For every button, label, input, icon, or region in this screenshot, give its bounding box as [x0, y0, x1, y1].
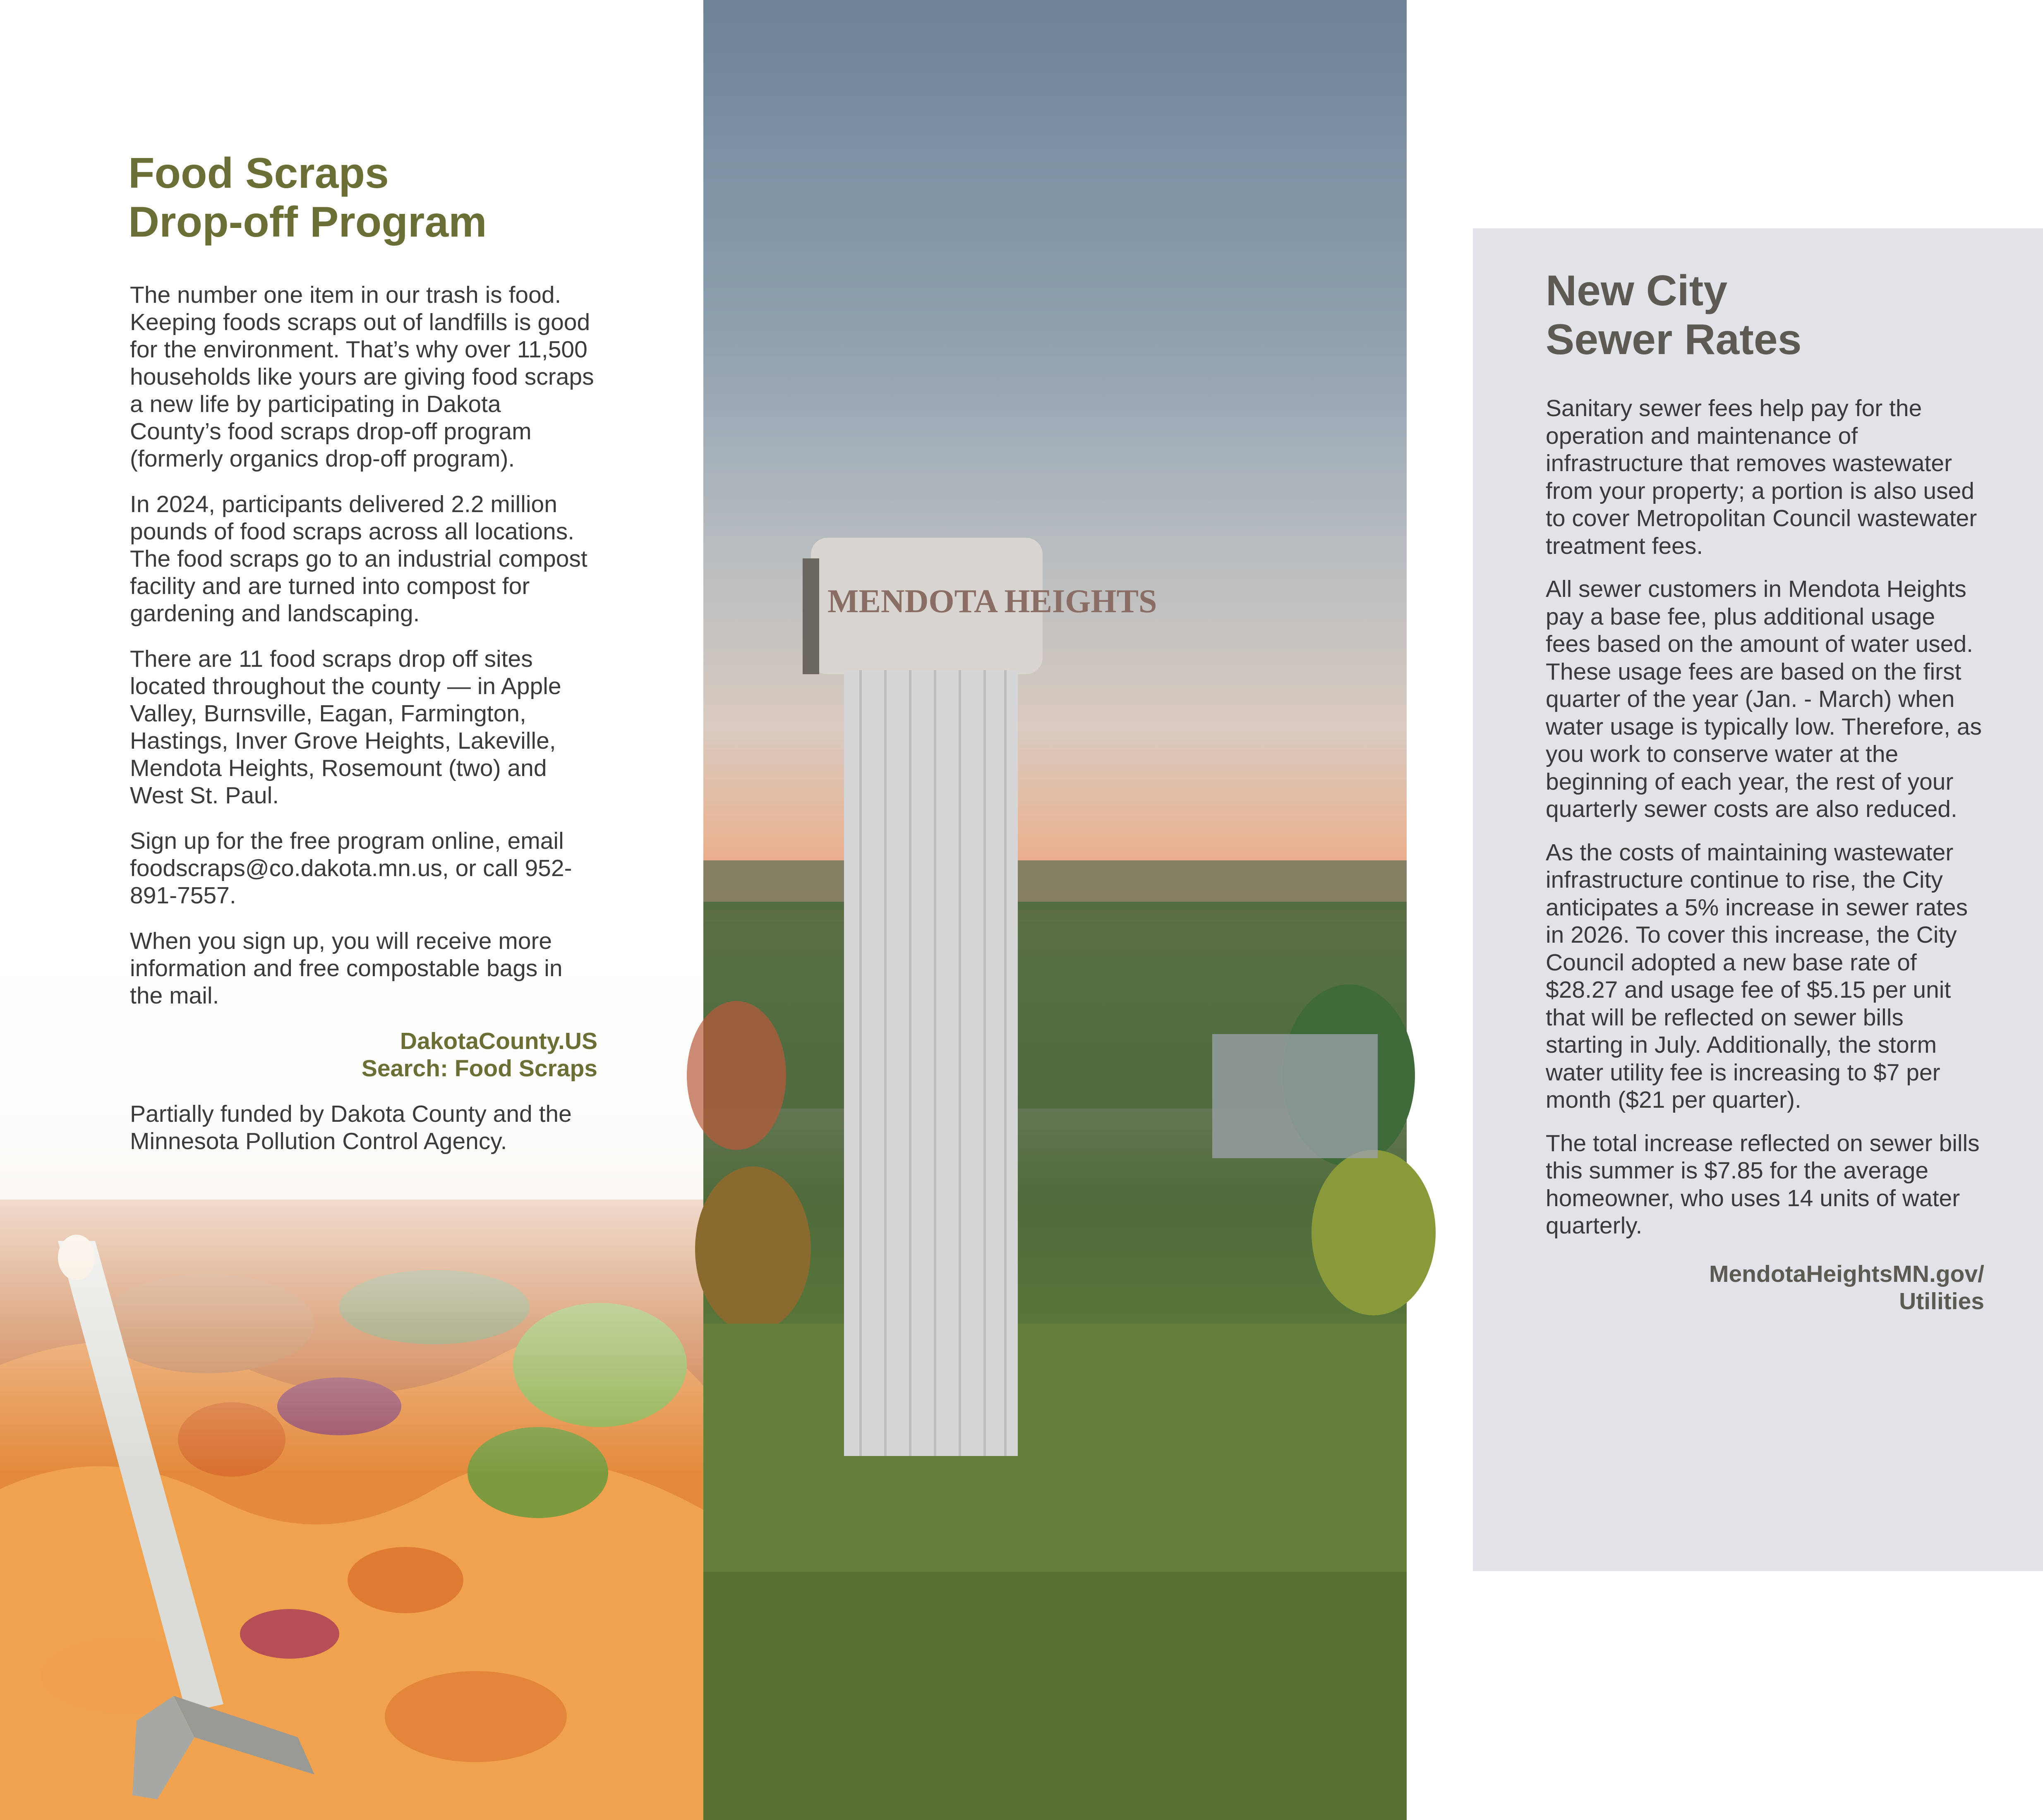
- sewer-rates-panel: [1473, 228, 2043, 1571]
- dakota-county-link-url[interactable]: DakotaCounty.US: [400, 1028, 597, 1054]
- funding-note: Partially funded by Dakota County and the Minnesota Pollution Control Agency.: [130, 1101, 572, 1154]
- dakota-county-link[interactable]: [130, 1027, 597, 1082]
- sewer-rates-title: [1546, 266, 2001, 364]
- food-scraps-paragraph: There are 11 food scraps drop off sites located throughout the county — in Apple Valley, Burnsville, Eagan, Farmington, Hastings, Inver Grove Heights, Lakeville, Mendota Heights, Rosemount (two) and West St. Paul.: [130, 646, 561, 809]
- sewer-rates-paragraph: All sewer customers in Mendota Heights pay a base fee, plus additional usage fees based on the amount of water used. These usage fees are based on the first quarter of the year (Jan. - March) when water usage is typically low. Therefore, as you work to conserve water at the beginning of each year, the rest of your quarterly sewer costs are also reduced.: [1546, 576, 1982, 822]
- sewer-rates-title-line2: Sewer Rates: [1546, 316, 1802, 364]
- food-scraps-paragraph: In 2024, participants delivered 2.2 million pounds of food scraps across all locations. The food scraps go to an industrial compost facility and are turned into compost for gardening and landscaping.: [130, 491, 587, 627]
- sewer-rates-paragraph: Sanitary sewer fees help pay for the operation and maintenance of infrastructure that removes wastewater from your property; a portion is also used to cover Metropolitan Council wastewater treatment fees.: [1546, 395, 1977, 559]
- sewer-rates-column: [703, 0, 1984, 1820]
- food-scraps-column: [0, 0, 703, 1820]
- sewer-rates-paragraph: As the costs of maintaining wastewater infrastructure continue to rise, the City anticipates a 5% increase in sewer rates in 2026. To cover this increase, the City Council adopted a new base rate of $28.27 and usage fee of $5.15 per unit that will be reflected on sewer bills starting in July. Additionally, the storm water utility fee is increasing to $7 per month ($21 per quarter).: [1546, 839, 1968, 1113]
- water-tower-photo: [703, 0, 1407, 1820]
- food-scraps-paragraph: The number one item in our trash is food. Keeping foods scraps out of landfills is good for the environment. That’s why over 11,500 households like yours are giving food scraps a new life by participating in Dakota County’s food scraps drop-off program (formerly organics drop-off program).: [130, 282, 594, 472]
- food-scraps-paragraph: Sign up for the free program online, email foodscraps@co.dakota.mn.us, or call 952-891-7557.: [130, 828, 572, 909]
- dakota-county-link-search: Search: Food Scraps: [361, 1055, 597, 1082]
- sewer-rates-title-line1: New City: [1546, 267, 1728, 315]
- sewer-rates-body: [1546, 395, 1984, 1315]
- food-scraps-title-line2: Drop-off Program: [128, 198, 487, 246]
- utilities-link-domain[interactable]: MendotaHeightsMN.gov/: [1709, 1260, 1984, 1287]
- food-scraps-title: [128, 149, 625, 247]
- sewer-rates-paragraph: The total increase reflected on sewer bills this summer is $7.85 for the average homeowner, who uses 14 units of water quarterly.: [1546, 1130, 1980, 1239]
- utilities-link-path[interactable]: Utilities: [1899, 1288, 1984, 1315]
- food-scraps-body: [130, 281, 597, 1173]
- tower-lettering: MENDOTA HEIGHTS: [827, 583, 1157, 620]
- food-scraps-paragraph: When you sign up, you will receive more information and free compostable bags in the mail.: [130, 928, 563, 1009]
- utilities-link[interactable]: [1546, 1260, 1984, 1315]
- food-scraps-title-line1: Food Scraps: [128, 149, 389, 197]
